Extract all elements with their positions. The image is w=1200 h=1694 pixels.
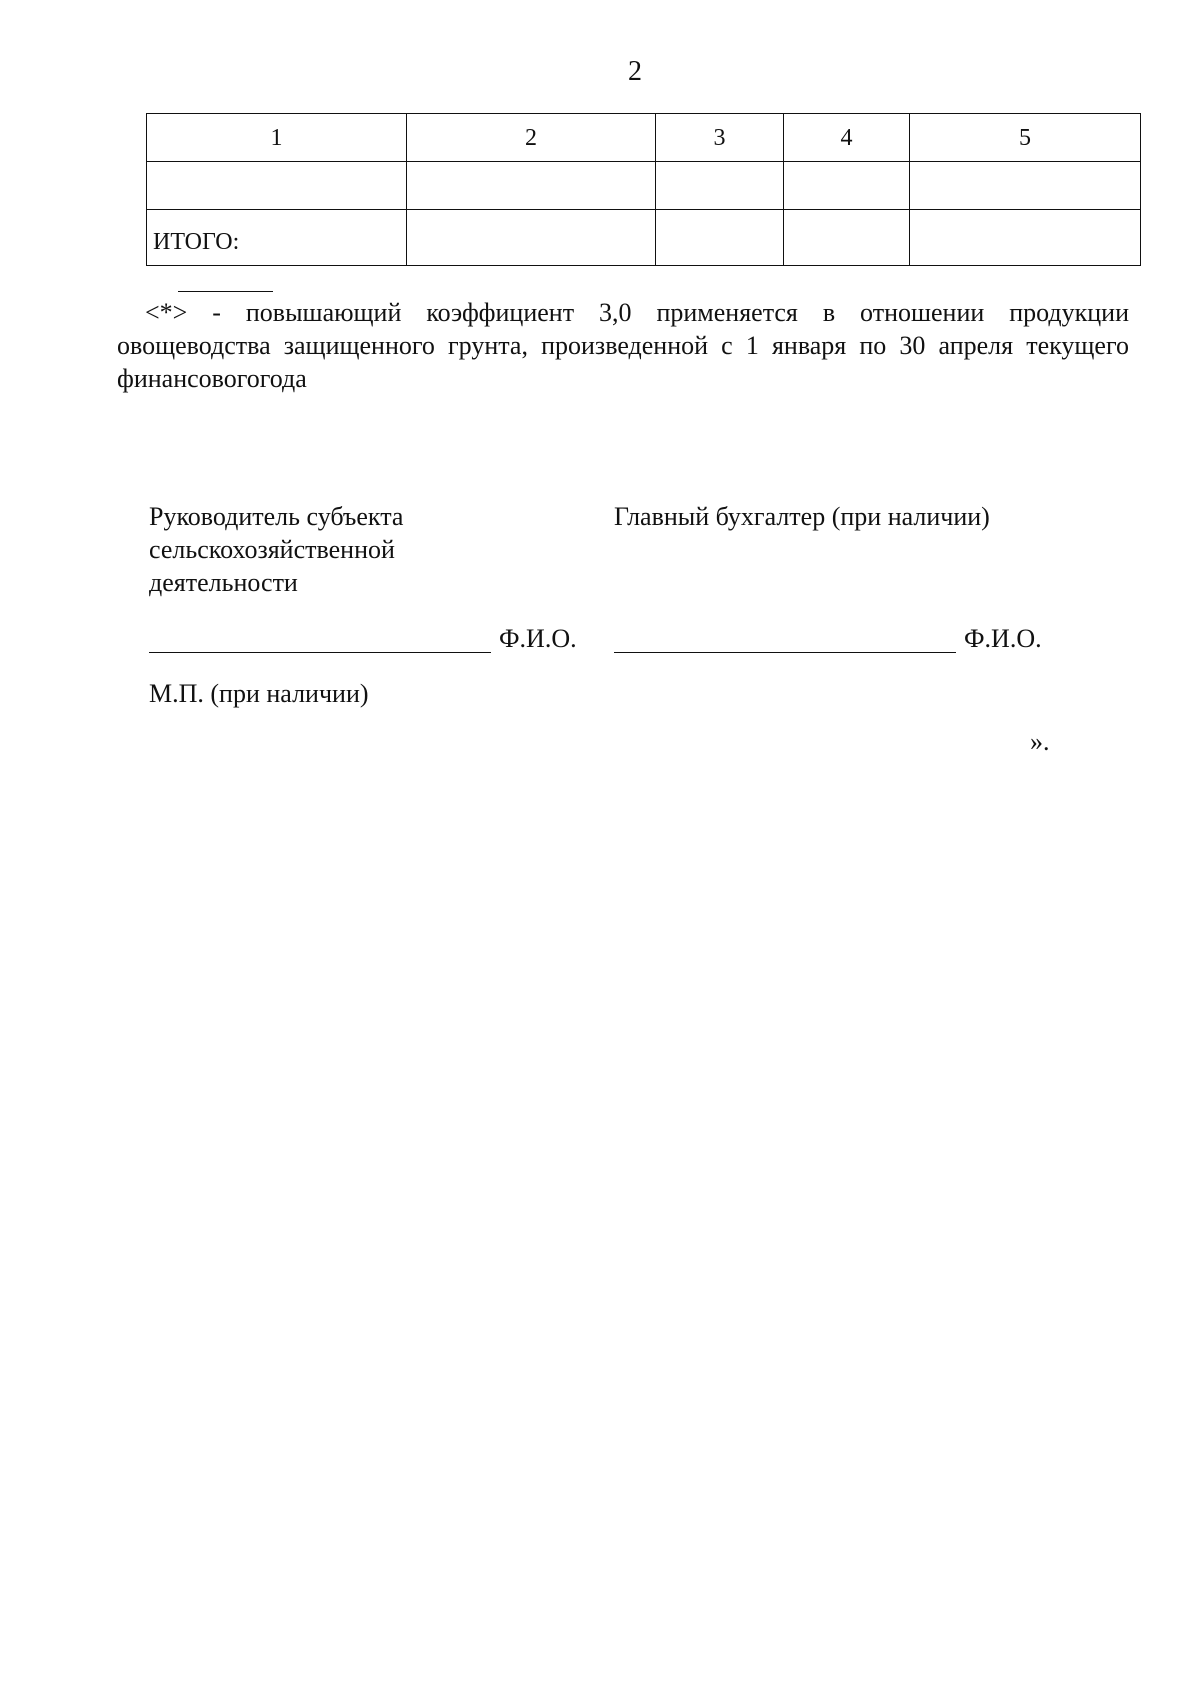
head-fio-label: Ф.И.О.	[499, 624, 577, 653]
total-label: ИТОГО:	[147, 210, 407, 266]
table-cell	[910, 210, 1141, 266]
stamp-label: М.П. (при наличии)	[149, 679, 369, 708]
column-header-4: 4	[784, 114, 910, 162]
table-cell	[784, 210, 910, 266]
head-signatory-title-line: Руководитель субъекта	[149, 502, 404, 531]
head-signatory-title-line: сельскохозяйственной	[149, 535, 395, 564]
head-signatory-title	[149, 500, 529, 599]
table-header-row	[147, 114, 1141, 162]
closing-quote-mark: ».	[1030, 727, 1050, 756]
column-header-5: 5	[910, 114, 1141, 162]
chief-accountant-title: Главный бухгалтер (при наличии)	[614, 502, 990, 531]
table-cell	[784, 162, 910, 210]
column-header-1: 1	[147, 114, 407, 162]
footnote-separator	[178, 291, 273, 292]
table-row	[147, 162, 1141, 210]
page-number: 2	[628, 56, 642, 87]
accountant-signature-line	[614, 652, 956, 653]
table-cell	[147, 162, 407, 210]
table-cell	[910, 162, 1141, 210]
head-signatory-title-line: деятельности	[149, 568, 298, 597]
head-signature-line	[149, 652, 491, 653]
table-cell	[656, 162, 784, 210]
table-cell	[407, 210, 656, 266]
table-total-row	[147, 210, 1141, 266]
column-header-3: 3	[656, 114, 784, 162]
footnote-text: <*> - повышающий коэффициент 3,0 применяется в отношении продукции овощеводства защищенного грунта, произведенной с 1 января по 30 апреля текущего финансовогогода	[117, 298, 1129, 393]
table-cell	[407, 162, 656, 210]
data-table	[146, 113, 1141, 266]
column-header-2: 2	[407, 114, 656, 162]
accountant-fio-label: Ф.И.О.	[964, 624, 1042, 653]
table-cell	[656, 210, 784, 266]
